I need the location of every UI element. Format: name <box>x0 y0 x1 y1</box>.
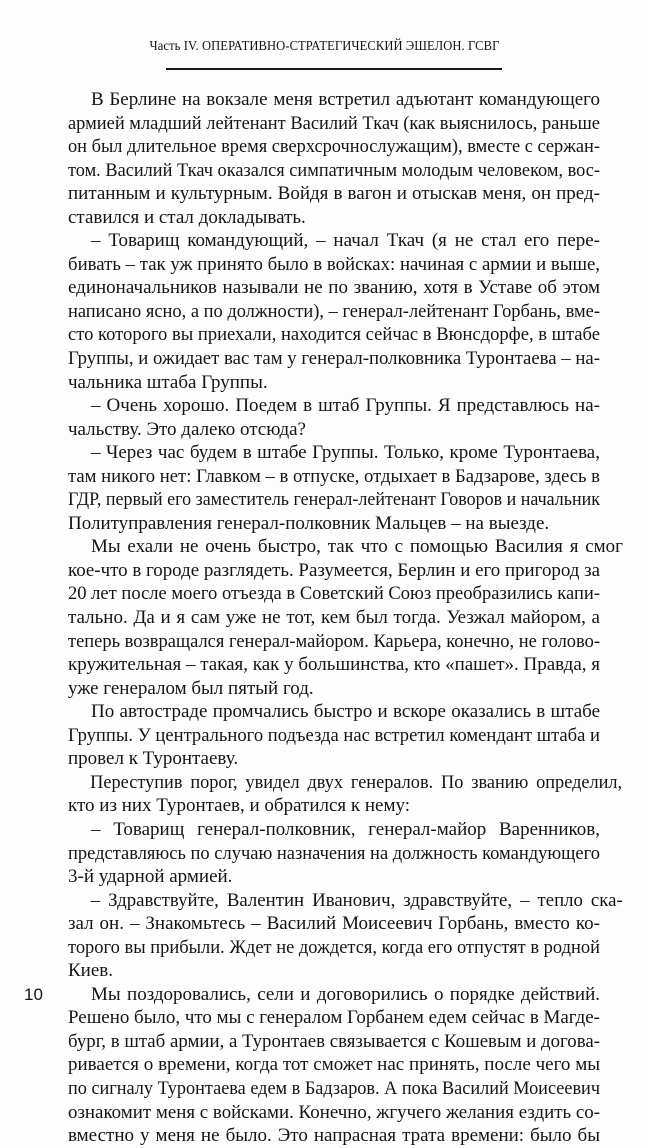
text-line: сто которого вы приехали, находится сейчас в Вюнсдорфе, в штабе <box>68 324 600 346</box>
page-number: 10 <box>24 985 43 1004</box>
text-line: Мы ехали не очень быстро, так что с помощью Василия я смог <box>90 536 623 558</box>
text-line: кое-что в городе разглядеть. Разумеется, Берлин и его пригород за <box>68 559 600 581</box>
text-line: ознакомит меня с войсками. Конечно, жгучего желания ездить со- <box>68 1101 600 1123</box>
text-line: – Товарищ генерал-полковник, генерал-майор Варенников, <box>91 818 600 840</box>
text-line: бивать – так уж принято было в войсках: начиная с армии и выше, <box>68 253 600 275</box>
text-line: чальника штаба Группы. <box>68 371 268 393</box>
text-line: ривается о времени, когда тот сможет нас принять, после чего мы <box>68 1054 600 1076</box>
text-line: бург, в штаб армии, а Туронтаев связывается с Кошевым и догова- <box>68 1030 600 1052</box>
text-line: чальству. Это далеко отсюда? <box>68 418 306 440</box>
running-head: Часть IV. ОПЕРАТИВНО-СТРАТЕГИЧЕСКИЙ ЭШЕЛОН. ГСВГ <box>149 38 500 53</box>
text-line: – Здравствуйте, Валентин Иванович, здравствуйте, – тепло ска- <box>90 889 623 911</box>
text-line: написано ясно, а по должности), – генерал-лейтенант Горбань, вме- <box>68 300 600 322</box>
text-line: представляюсь по случаю назначения на должность командующего <box>68 842 600 864</box>
text-line: он был длительное время сверхсрочнослужащим), вместе с сержан- <box>68 136 600 158</box>
header-rule <box>166 68 502 70</box>
text-line: Переступив порог, увидел двух генералов. По званию определил, <box>90 771 623 793</box>
text-line: Киев. <box>68 960 113 982</box>
text-line: 20 лет после моего отъезда в Советский Союз преобразились капи- <box>68 583 600 605</box>
text-line: кружительная – такая, как у большинства, кто «пашет». Правда, я <box>68 654 600 676</box>
text-line: В Берлине на вокзале меня встретил адъютант командующего <box>91 89 600 110</box>
text-line: – Товарищ командующий, – начал Ткач (я не стал его пере- <box>91 230 600 252</box>
text-line: кто из них Туронтаев, и обратился к нему: <box>68 795 411 817</box>
body-text <box>68 88 623 1148</box>
text-line: провел к Туронтаеву. <box>68 748 239 770</box>
text-line: вместно у меня не было. Это напрасная трата времени: было бы <box>68 1125 600 1147</box>
text-line: 3-й ударной армией. <box>68 866 233 888</box>
text-line: питанным и культурным. Войдя в вагон и отыскав меня, он пред- <box>68 183 600 205</box>
text-line: Решено было, что мы с генералом Горбанем едем сейчас в Магде- <box>68 1007 600 1029</box>
text-line: – Очень хорошо. Поедем в штаб Группы. Я представлюсь на- <box>91 395 600 417</box>
text-line: ставился и стал докладывать. <box>68 206 306 228</box>
text-line: тально. Да и я сам уже не тот, кем был тогда. Уезжал майором, а <box>68 607 600 629</box>
text-line: теперь возвращался генерал-майором. Карьера, конечно, не голово- <box>68 630 600 652</box>
text-line: единоначальников называли не по званию, хотя в Уставе об этом <box>68 277 600 299</box>
text-line: Группы. У центрального подъезда нас встретил комендант штаба и <box>68 724 600 746</box>
text-line: уже генералом был пятый год. <box>68 677 314 699</box>
text-line: по сигналу Туронтаева едем в Бадзаров. А пока Василий Моисеевич <box>68 1077 600 1099</box>
text-line: там никого нет: Главком – в отпуске, отдыхает в Бадзарове, здесь в <box>68 465 600 487</box>
text-line: торого вы прибыли. Ждет не дождется, когда его отпустят в родной <box>68 936 600 958</box>
text-line: ГДР, первый его заместитель генерал-лейтенант Говоров и начальник <box>68 489 600 511</box>
text-line: армией младший лейтенант Василий Ткач (как выяснилось, раньше <box>68 112 600 134</box>
text-line: Политуправления генерал-полковник Мальцев – на выезде. <box>68 512 550 534</box>
text-line: Группы, и ожидает вас там у генерал-полковника Туронтаева – на- <box>68 348 600 370</box>
text-line: Мы поздоровались, сели и договорились о порядке действий. <box>91 983 600 1005</box>
text-line: – Через час будем в штабе Группы. Только, кроме Туронтаева, <box>91 442 600 464</box>
text-line: зал он. – Знакомьтесь – Василий Моисеевич Горбань, вместо ко- <box>68 913 600 935</box>
text-line: По автостраде промчались быстро и вскоре оказались в штабе <box>91 701 600 723</box>
text-line: том. Василий Ткач оказался симпатичным молодым человеком, вос- <box>68 159 600 181</box>
